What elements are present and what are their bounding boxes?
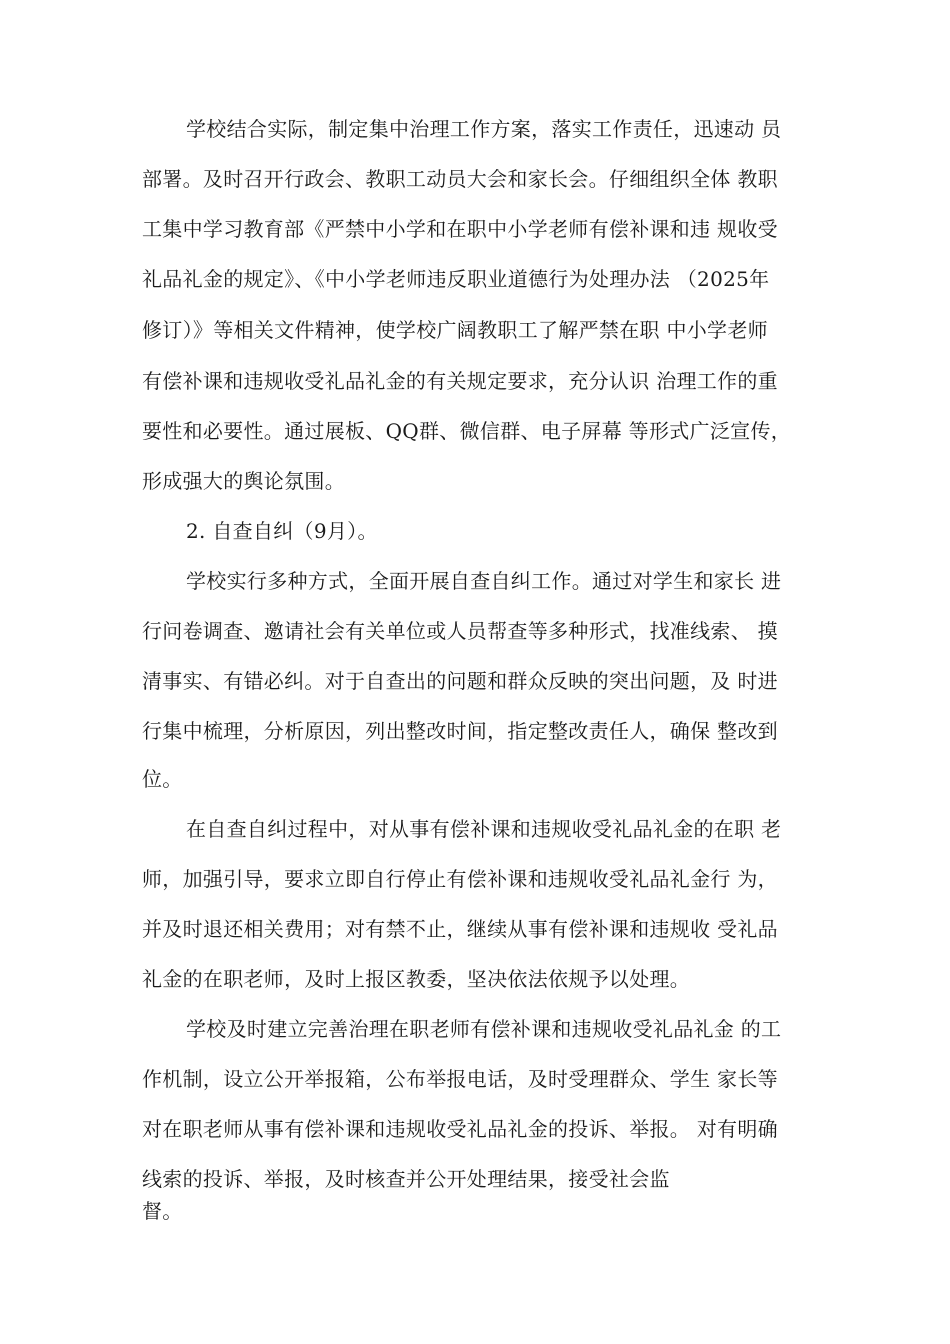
paragraph-1-line-1: 学校结合实际，制定集中治理工作方案，落实工作责任，迅速动 员 xyxy=(186,117,782,141)
paragraph-1-line-7: 要性和必要性。通过展板、QQ群、微信群、电子屏幕 等形式广泛宣传， xyxy=(142,419,792,443)
paragraph-2-line-1: 学校实行多种方式，全面开展自查自纠工作。通过对学生和家长 进 xyxy=(186,569,782,593)
paragraph-2-line-4: 行集中梳理，分析原因，列出整改时间，指定整改责任人，确保 整改到 xyxy=(142,719,778,743)
paragraph-3-line-3: 并及时退还相关费用；对有禁不止，继续从事有偿补课和违规收 受礼品 xyxy=(142,917,778,941)
paragraph-4-line-3: 对在职老师从事有偿补课和违规收受礼品礼金的投诉、举报。 对有明确 xyxy=(142,1117,778,1141)
paragraph-3-line-1: 在自查自纠过程中，对从事有偿补课和违规收受礼品礼金的在职 老 xyxy=(186,817,782,841)
paragraph-1-line-3: 工集中学习教育部《严禁中小学和在职中小学老师有偿补课和违 规收受 xyxy=(142,217,778,241)
paragraph-1-line-5: 修订）》等相关文件精神，使学校广阔教职工了解严禁在职 中小学老师 xyxy=(142,318,768,342)
paragraph-1-line-4: 礼品礼金的规定》、《中小学老师违反职业道德行为处理办法 （2025年 xyxy=(142,267,770,291)
paragraph-1-line-8: 形成强大的舆论氛围。 xyxy=(142,469,345,493)
paragraph-1-line-6: 有偿补课和违规收受礼品礼金的有关规定要求，充分认识 治理工作的重 xyxy=(142,369,778,393)
paragraph-1-line-2: 部署。及时召开行政会、教职工动员大会和家长会。仔细组织全体 教职 xyxy=(142,167,778,191)
paragraph-4-line-1: 学校及时建立完善治理在职老师有偿补课和违规收受礼品礼金 的工 xyxy=(186,1017,782,1041)
section-heading: 2. 自查自纠（9月）。 xyxy=(186,519,378,543)
paragraph-2-line-2: 行问卷调查、邀请社会有关单位或人员帮查等多种形式，找准线索、 摸 xyxy=(142,619,778,643)
paragraph-2-line-3: 清事实、有错必纠。对于自查出的问题和群众反映的突出问题，及 时进 xyxy=(142,669,778,693)
paragraph-3-line-4: 礼金的在职老师，及时上报区教委，坚决依法依规予以处理。 xyxy=(142,967,691,991)
paragraph-4-line-5: 督。 xyxy=(142,1199,183,1223)
paragraph-4-line-2: 作机制，设立公开举报箱，公布举报电话，及时受理群众、学生 家长等 xyxy=(142,1067,778,1091)
paragraph-4-line-4: 线索的投诉、举报，及时核查并公开处理结果，接受社会监 xyxy=(142,1167,670,1191)
paragraph-2-line-5: 位。 xyxy=(142,767,183,791)
paragraph-3-line-2: 师，加强引导，要求立即自行停止有偿补课和违规收受礼品礼金行 为， xyxy=(142,867,778,891)
